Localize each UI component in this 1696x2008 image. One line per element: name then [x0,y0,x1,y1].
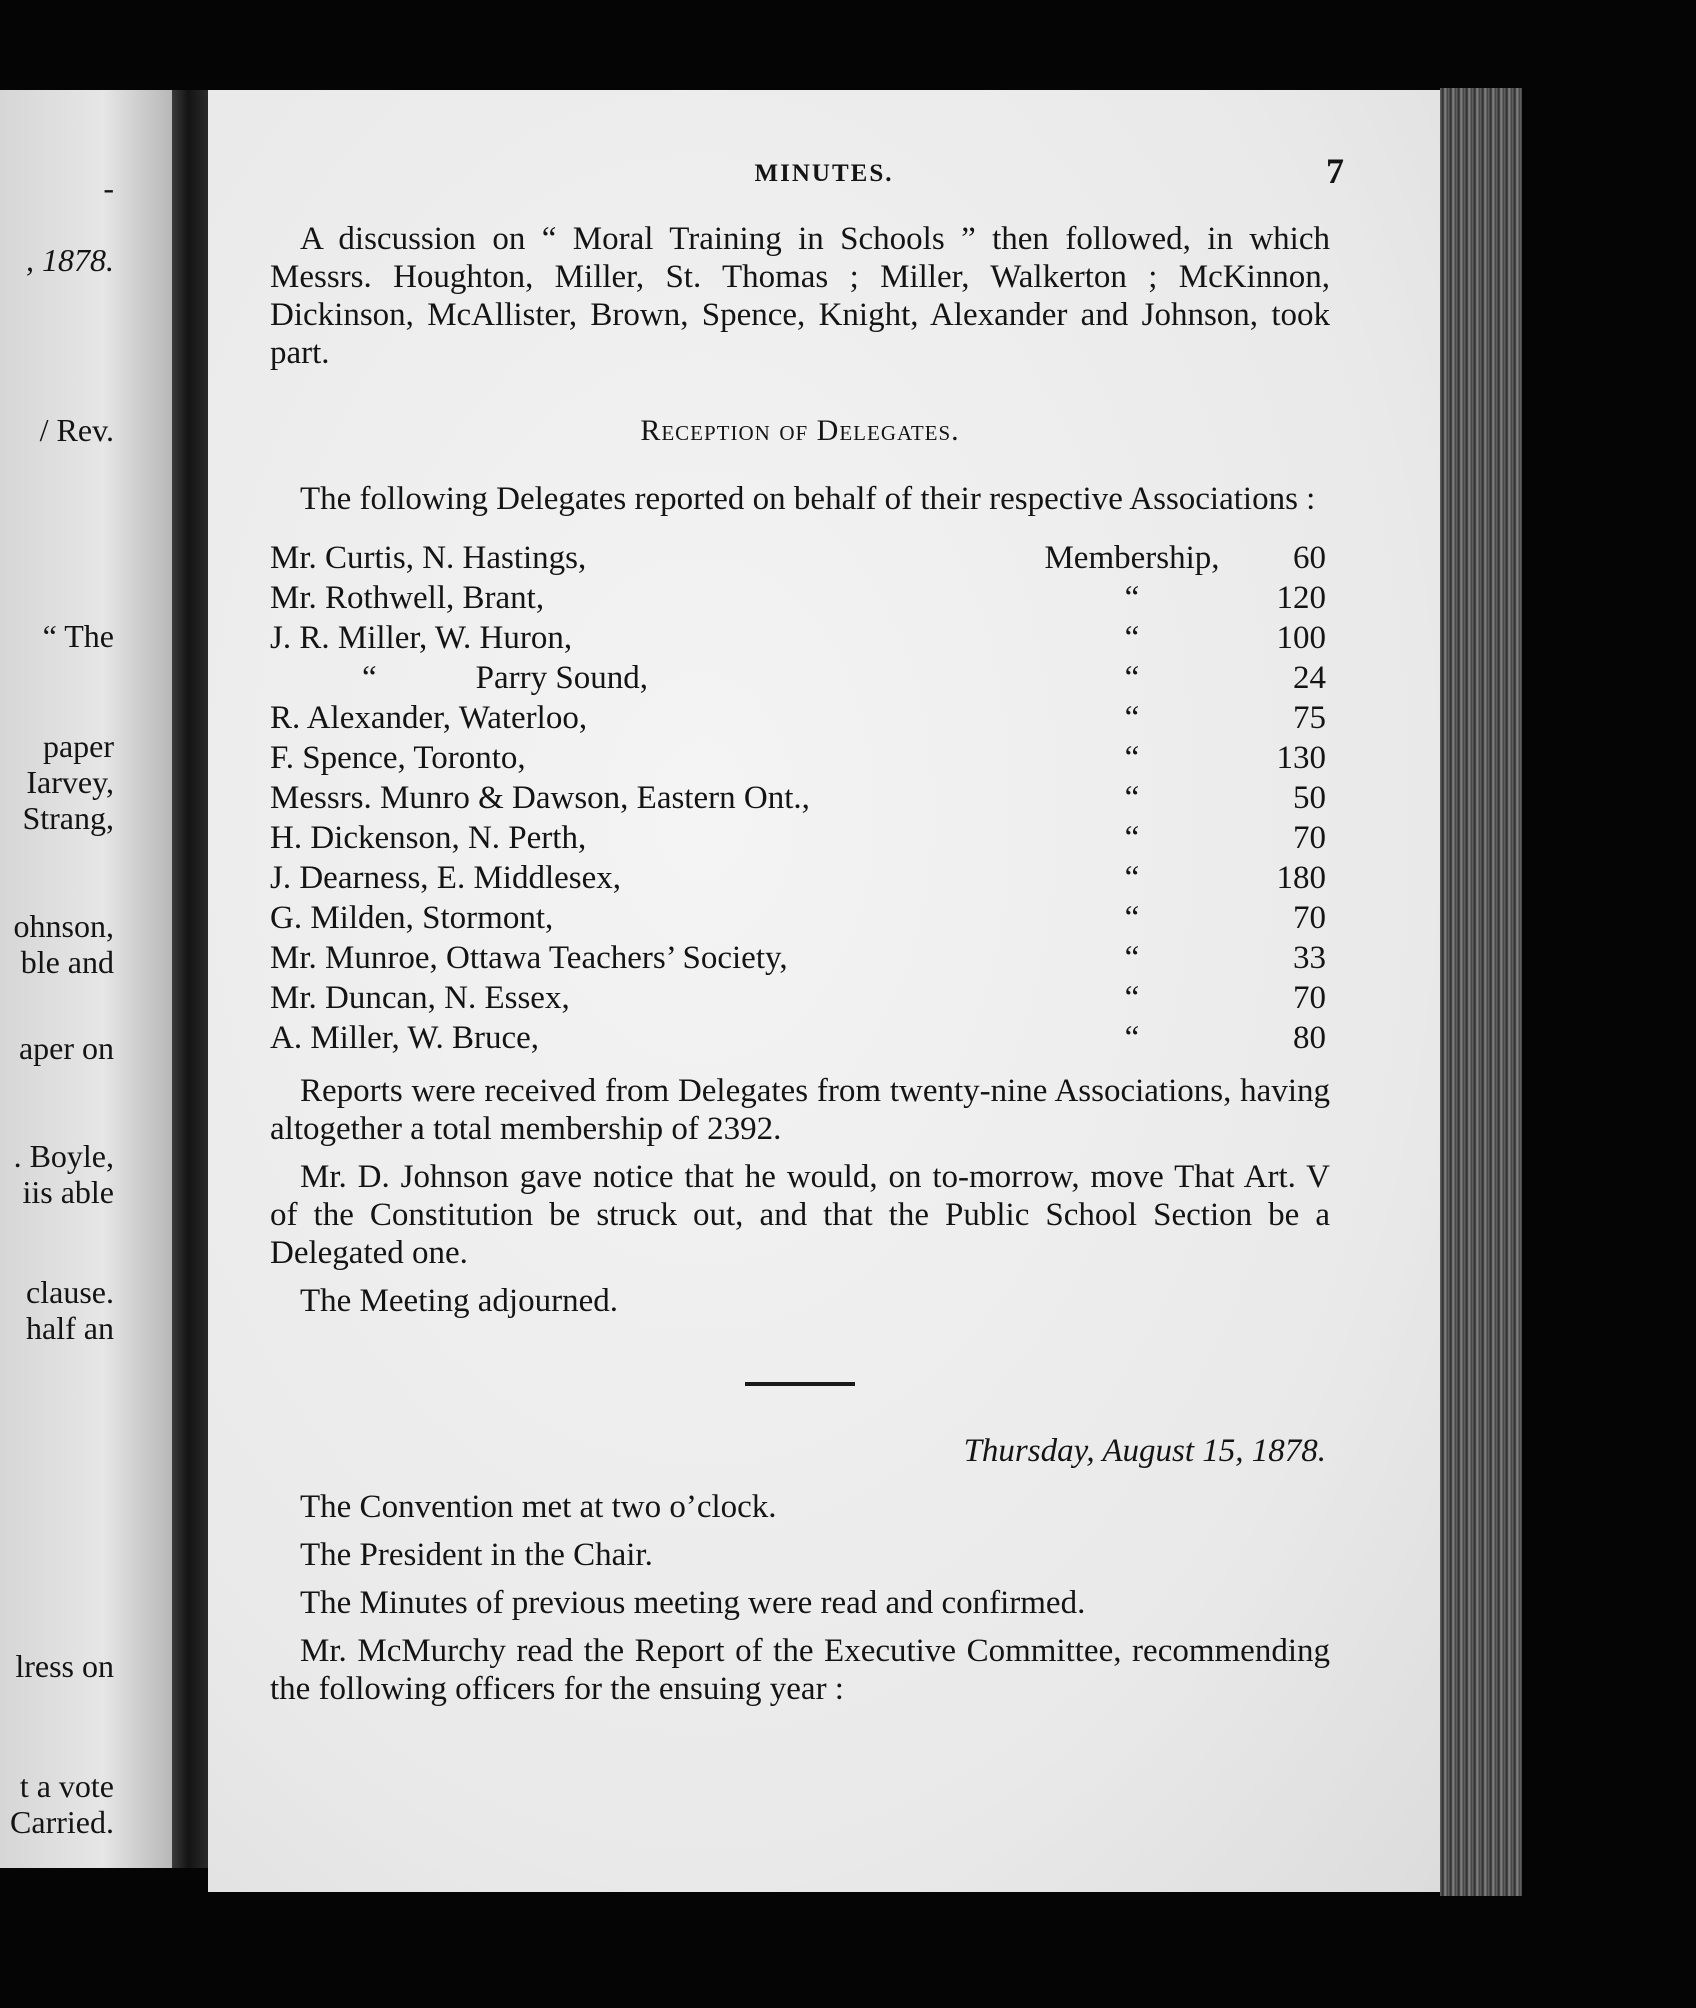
delegate-membership-count: 80 [1293,1020,1326,1056]
delegate-row [270,818,1330,858]
left-page-text-fragment: half an [26,1310,114,1346]
delegate-name: G. Milden, Stormont, [270,900,554,936]
left-page-text-fragment: Iarvey, [26,764,114,800]
delegate-name: A. Miller, W. Bruce, [270,1020,540,1056]
delegate-membership-count: 120 [1276,580,1326,616]
paragraph-intro: The following Delegates reported on behalf of their respective Associations : [300,481,1316,517]
paragraph-report: Mr. McMurchy read the Report of the Executive Committee, recommending the following officers for the ensuing year : [270,1633,1330,1707]
delegate-membership-count: 100 [1276,620,1326,656]
delegate-membership-label: “ [1124,860,1140,896]
delegate-membership-label: “ [1124,980,1140,1016]
running-head: MINUTES. [754,160,894,187]
delegate-membership-label: “ [1124,1020,1140,1056]
delegate-name: Messrs. Munro & Dawson, Eastern Ont., [270,780,810,816]
delegate-row [270,978,1330,1018]
delegate-name: Mr. Duncan, N. Essex, [270,980,570,1016]
delegate-membership-count: 130 [1276,740,1326,776]
delegate-name: “ Parry Sound, [362,660,648,696]
delegate-membership-count: 24 [1293,660,1326,696]
left-page-text-fragment: lress on [15,1648,114,1684]
left-page-text-fragment: clause. [26,1274,114,1310]
delegate-name: J. R. Miller, W. Huron, [270,620,573,656]
delegate-membership-count: 75 [1293,700,1326,736]
delegate-membership-label: “ [1124,700,1140,736]
section-divider [745,1382,855,1386]
paragraph-chair: The President in the Chair. [300,1537,653,1573]
left-page-text-fragment: Strang, [22,800,114,836]
delegates-table-body [270,538,1330,1058]
delegate-membership-count: 180 [1276,860,1326,896]
delegate-membership-label: “ [1124,820,1140,856]
delegate-name: Mr. Munroe, Ottawa Teachers’ Society, [270,940,788,976]
left-page-text-fragment: ohnson, [13,908,114,944]
left-page-text-fragment: - [103,170,114,206]
paragraph-adjourned: The Meeting adjourned. [300,1283,618,1319]
delegate-membership-count: 70 [1293,820,1326,856]
delegate-row [270,618,1330,658]
paragraph-met: The Convention met at two o’clock. [300,1489,777,1525]
left-page-text-fragment: / Rev. [39,412,114,448]
left-page-text-fragment: “ The [42,618,114,654]
left-page-text-fragment: t a vote [19,1768,114,1804]
delegate-name: J. Dearness, E. Middlesex, [270,860,622,896]
delegate-membership-count: 70 [1293,900,1326,936]
delegate-row [270,658,1330,698]
delegate-name: Mr. Curtis, N. Hastings, [270,540,587,576]
book-gutter [172,90,208,1868]
left-page-text-fragment: iis able [22,1174,114,1210]
left-page-text-fragment: , 1878. [26,242,114,278]
left-page-fragment [0,90,172,1868]
delegate-membership-label: “ [1124,620,1140,656]
delegates-table [270,538,1330,1058]
date-line: Thursday, August 15, 1878. [963,1433,1326,1469]
left-page-text-fragment: paper [42,728,114,764]
delegate-row [270,938,1330,978]
delegate-row [270,738,1330,778]
left-page-text-fragment: . Boyle, [13,1138,114,1174]
delegate-row [270,538,1330,578]
section-title: Reception of Delegates. [640,414,960,447]
page-content [270,220,1330,1708]
left-page-text-fragment: Carried. [10,1804,114,1840]
delegate-name: Mr. Rothwell, Brant, [270,580,545,616]
delegate-membership-label: “ [1124,940,1140,976]
left-page-text-fragment: aper on [18,1030,114,1066]
delegate-membership-count: 50 [1293,780,1326,816]
paragraph-reports: Reports were received from Delegates from twenty-nine Associations, having altogether a total membership of 2392. [270,1073,1330,1147]
page-number: 7 [1326,151,1344,191]
delegate-name: F. Spence, Toronto, [270,740,526,776]
delegate-membership-label: Membership, [1044,540,1220,576]
delegate-row [270,898,1330,938]
delegate-row [270,578,1330,618]
delegate-membership-label: “ [1124,580,1140,616]
delegate-row [270,858,1330,898]
delegate-row [270,1018,1330,1058]
delegate-membership-label: “ [1124,780,1140,816]
paragraph-discussion: A discussion on “ Moral Training in Schools ” then followed, in which Messrs. Houghton, Miller, St. Thomas ; Miller, Walkerton ; McKinnon, Dickinson, McAllister, Brown, Spence, Knight, Alexander and Johnson, took part. [270,221,1330,371]
delegate-name: H. Dickenson, N. Perth, [270,820,587,856]
right-page [208,90,1440,1892]
paragraph-minutes: The Minutes of previous meeting were read and confirmed. [300,1585,1086,1621]
delegate-membership-count: 70 [1293,980,1326,1016]
delegate-membership-label: “ [1124,900,1140,936]
page-edges [1440,88,1522,1896]
delegate-row [270,778,1330,818]
delegate-row [270,698,1330,738]
delegate-membership-count: 60 [1293,540,1326,576]
paragraph-notice: Mr. D. Johnson gave notice that he would, on to-morrow, move That Art. V of the Constitution be struck out, and that the Public School Section be a Delegated one. [270,1159,1330,1271]
left-page-text-fragment: ble and [20,944,114,980]
delegate-membership-count: 33 [1293,940,1326,976]
delegate-membership-label: “ [1124,660,1140,696]
delegate-membership-label: “ [1124,740,1140,776]
delegate-name: R. Alexander, Waterloo, [270,700,588,736]
